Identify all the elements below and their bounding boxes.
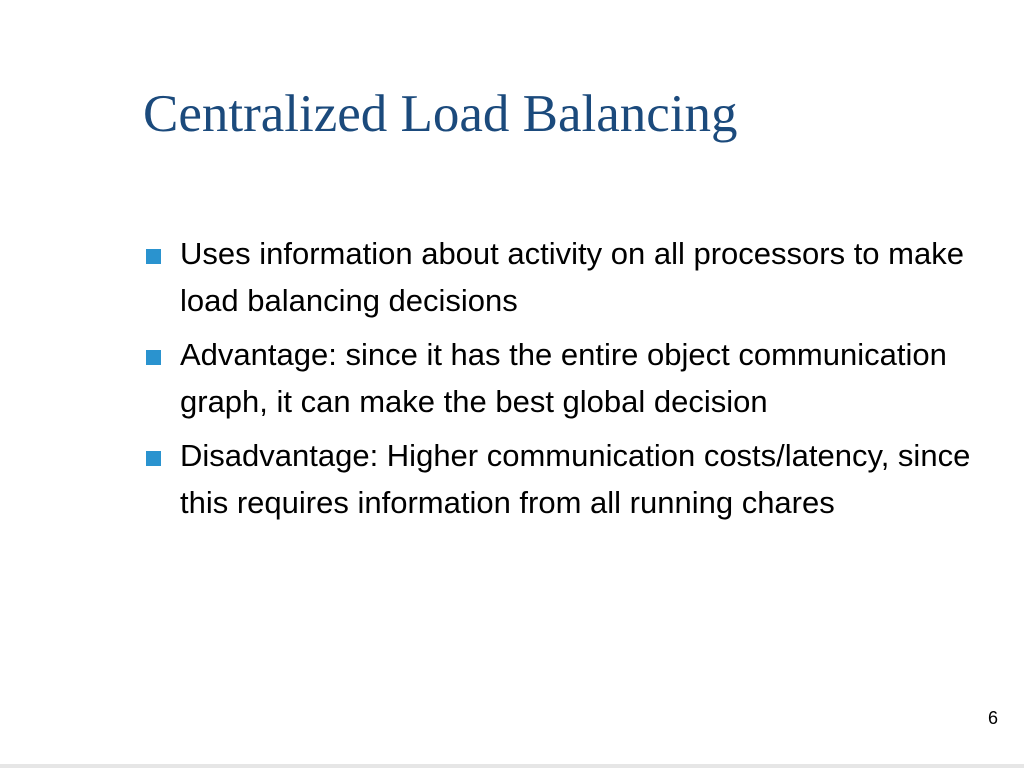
bullet-item (143, 432, 983, 526)
square-bullet-icon (146, 451, 161, 466)
bullet-text: Uses information about activity on all processors to make load balancing decisions (180, 236, 964, 318)
bottom-divider (0, 764, 1024, 768)
square-bullet-icon (146, 249, 161, 264)
bullet-item (143, 230, 983, 324)
square-bullet-icon (146, 350, 161, 365)
bullet-text: Disadvantage: Higher communication costs/latency, since this requires information from all running chares (180, 438, 971, 520)
bullet-text: Advantage: since it has the entire object communication graph, it can make the best global decision (180, 337, 947, 419)
page-number: 6 (987, 708, 998, 728)
bullet-list (143, 230, 983, 533)
slide-title: Centralized Load Balancing (143, 85, 738, 143)
bullet-item (143, 331, 983, 425)
